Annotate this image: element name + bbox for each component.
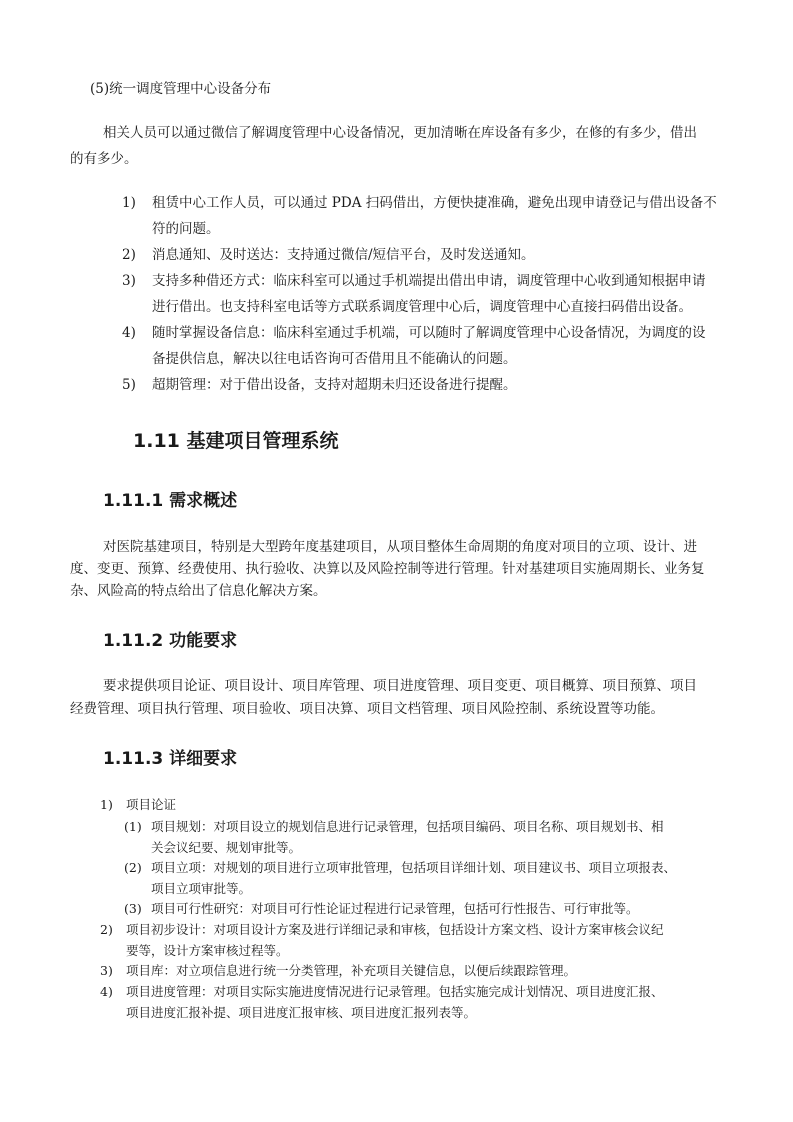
list-item-text: 项目库：对立项信息进行统一分类管理，补充项目关键信息，以便后续跟踪管理。 (126, 963, 577, 978)
subsection-heading: 1.11.3 详细要求 (103, 749, 238, 769)
list-item-number: 5) (122, 377, 136, 393)
list-item-text: 进行借出。也支持科室电话等方式联系调度管理中心后，调度管理中心直接扫码借出设备。 (152, 299, 692, 315)
list-item-number: 1) (122, 195, 136, 211)
list-item-text: 符的问题。 (152, 221, 220, 237)
paragraph-line: 杂、风险高的特点给出了信息化解决方案。 (70, 583, 327, 599)
list-item-text: 关会议纪要、规划审批等。 (151, 840, 302, 855)
subsection-heading: 1.11.1 需求概述 (103, 491, 238, 511)
list-item-text: 项目规划：对项目设立的规划信息进行记录管理，包括项目编码、项目名称、项目规划书、相 (151, 819, 664, 834)
list-item-text: 项目立项：对规划的项目进行立项审批管理，包括项目详细计划、项目建议书、项目立项报表、 (151, 860, 677, 875)
intro-paragraph-line1: 相关人员可以通过微信了解调度管理中心设备情况，更加清晰在库设备有多少，在修的有多少，借出 (103, 125, 697, 141)
list-item-number: (2) (124, 860, 142, 875)
list-item-number: 3) (122, 273, 136, 289)
paragraph-line: 经费管理、项目执行管理、项目验收、项目决算、项目文档管理、项目风险控制、系统设置等功能。 (70, 701, 664, 717)
list-item-number: 2) (122, 247, 136, 263)
intro-heading: (5)统一调度管理中心设备分布 (90, 81, 272, 97)
list-item-number: 4) (100, 984, 113, 999)
list-item-text: 消息通知、及时送达：支持通过微信/短信平台，及时发送通知。 (152, 247, 535, 263)
list-item-text: 要等，设计方案审核过程等。 (126, 943, 289, 958)
section-heading: 1.11 基建项目管理系统 (133, 430, 339, 452)
subsection-heading: 1.11.2 功能要求 (103, 631, 238, 651)
intro-paragraph-line2: 的有多少。 (70, 151, 138, 167)
list-item-text: 项目初步设计：对项目设计方案及进行详细记录和审核，包括设计方案文档、设计方案审核会议纪 (126, 922, 664, 937)
list-item-text: 超期管理：对于借出设备，支持对超期未归还设备进行提醒。 (152, 377, 517, 393)
paragraph-line: 要求提供项目论证、项目设计、项目库管理、项目进度管理、项目变更、项目概算、项目预算、项目 (103, 678, 697, 694)
list-item-number: 3) (100, 963, 113, 978)
list-item-text: 随时掌握设备信息：临床科室通过手机端，可以随时了解调度管理中心设备情况，为调度的设 (152, 325, 706, 341)
list-item-text: 项目立项审批等。 (151, 881, 252, 896)
list-item-text: 项目可行性研究：对项目可行性论证过程进行记录管理，包括可行性报告、可行审批等。 (151, 901, 639, 916)
list-item-text: 项目论证 (126, 797, 177, 812)
list-item-number: (3) (124, 901, 142, 916)
paragraph-line: 度、变更、预算、经费使用、执行验收、决算以及风险控制等进行管理。针对基建项目实施周期长、业务复 (70, 561, 705, 577)
paragraph-line: 对医院基建项目，特别是大型跨年度基建项目，从项目整体生命周期的角度对项目的立项、设计、进 (103, 539, 697, 555)
list-item-text: 备提供信息，解决以往电话咨询可否借用且不能确认的问题。 (152, 351, 517, 367)
list-item-number: 1) (100, 797, 113, 812)
list-item-text: 租赁中心工作人员，可以通过 PDA 扫码借出，方便快捷准确，避免出现申请登记与借出设备不 (152, 195, 717, 211)
list-item-number: 2) (100, 922, 113, 937)
list-item-text: 支持多种借还方式：临床科室可以通过手机端提出借出申请，调度管理中心收到通知根据申请 (152, 273, 706, 289)
list-item-text: 项目进度汇报补提、项目进度汇报审核、项目进度汇报列表等。 (126, 1005, 477, 1020)
list-item-number: (1) (124, 819, 142, 834)
list-item-number: 4) (122, 325, 136, 341)
list-item-text: 项目进度管理：对项目实际实施进度情况进行记录管理。包括实施完成计划情况、项目进度汇报、 (126, 984, 664, 999)
